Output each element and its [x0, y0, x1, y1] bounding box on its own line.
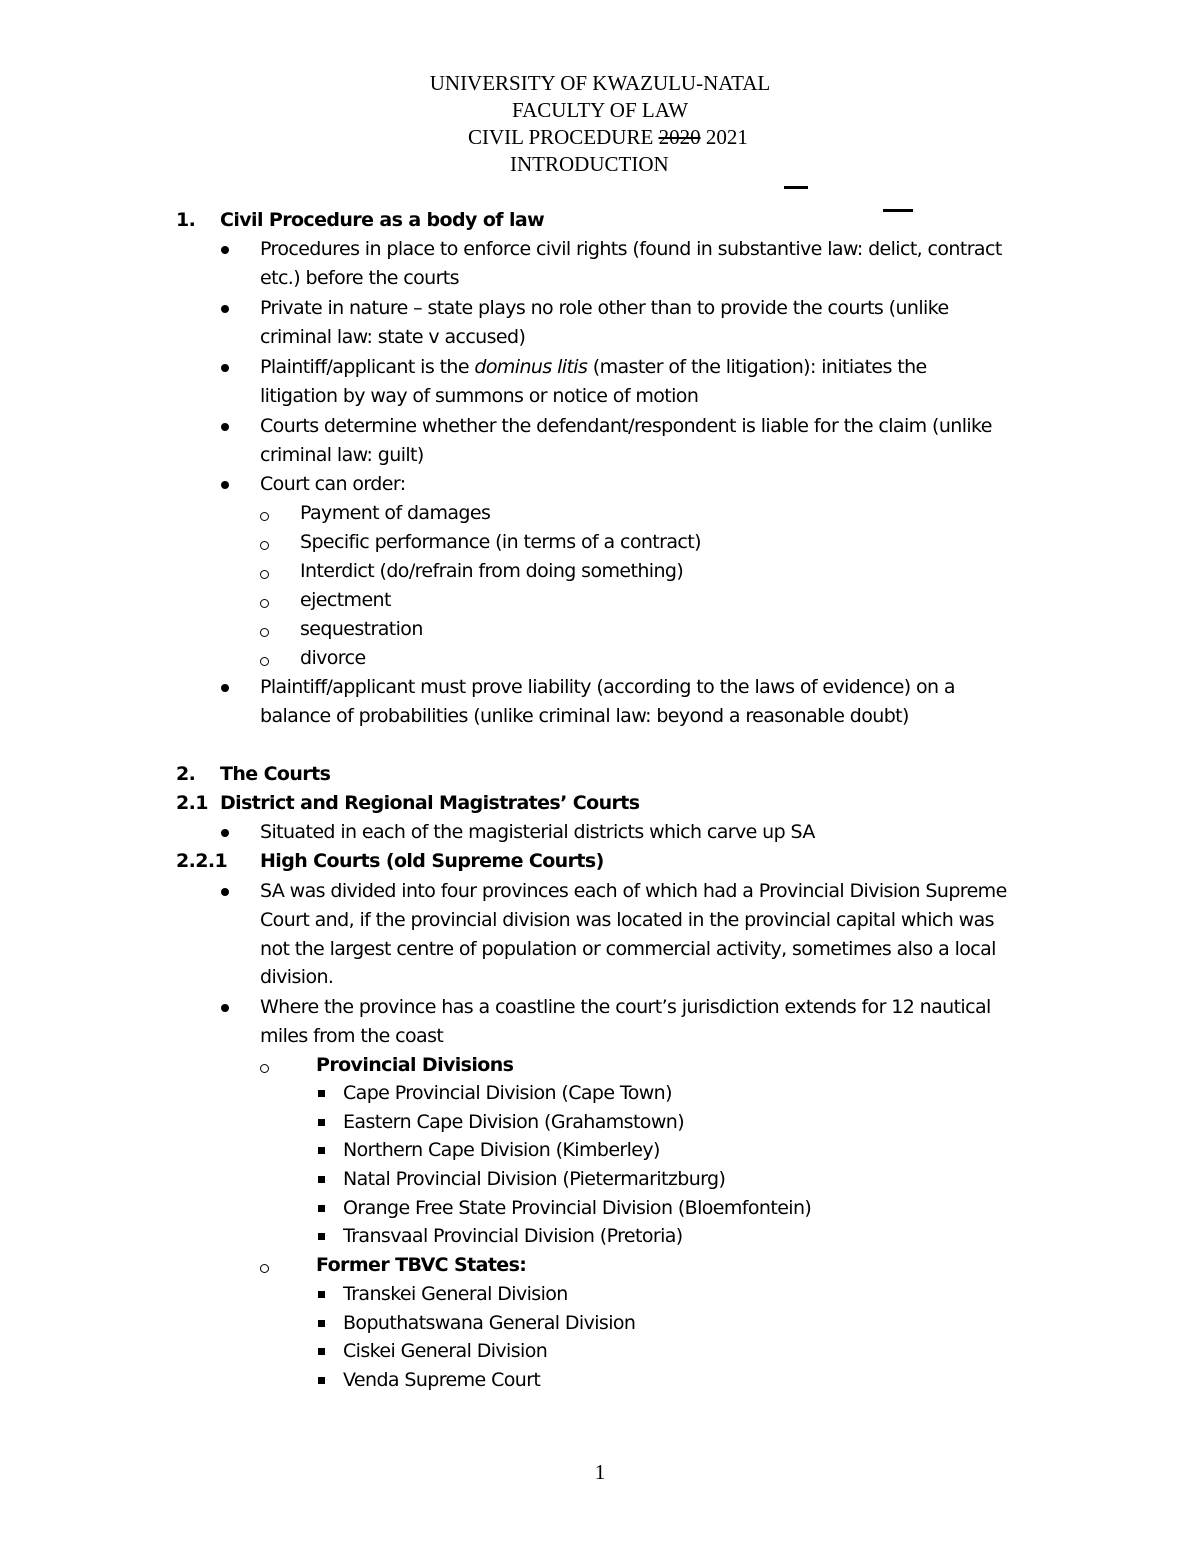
sub-sub-list-item: Transvaal Provincial Division (Pretoria)	[343, 1225, 683, 1247]
list-item-continued: balance of probabilities (unlike criminal law: beyond a reasonable doubt)	[260, 705, 909, 727]
square-bullet-icon	[318, 1119, 325, 1126]
subsection-heading: District and Regional Magistrates’ Courts	[220, 792, 640, 814]
bullet-icon	[221, 829, 229, 837]
university-name: UNIVERSITY OF KWAZULU-NATAL	[429, 71, 771, 95]
sub-sub-list-item: Northern Cape Division (Kimberley)	[343, 1139, 660, 1161]
sub-list-item: ejectment	[300, 589, 391, 611]
square-bullet-icon	[318, 1147, 325, 1154]
list-item: Courts determine whether the defendant/respondent is liable for the claim (unlike	[260, 415, 992, 437]
list-item: Plaintiff/applicant must prove liability (according to the laws of evidence) on a	[260, 676, 955, 698]
sub-sub-list-item: Venda Supreme Court	[343, 1369, 541, 1391]
circle-bullet-icon	[260, 599, 269, 608]
list-item: SA was divided into four provinces each of which had a Provincial Division Supreme	[260, 880, 1007, 902]
circle-bullet-icon	[260, 1264, 269, 1273]
section-heading: The Courts	[220, 763, 331, 785]
document-subtitle: INTRODUCTION	[510, 152, 669, 176]
list-item-continued: etc.) before the courts	[260, 267, 459, 289]
list-item: Procedures in place to enforce civil rights (found in substantive law: delict, contract	[260, 238, 1002, 260]
square-bullet-icon	[318, 1233, 325, 1240]
square-bullet-icon	[318, 1176, 325, 1183]
sub-list-heading: Provincial Divisions	[316, 1054, 514, 1076]
square-bullet-icon	[318, 1205, 325, 1212]
circle-bullet-icon	[260, 541, 269, 550]
sub-sub-list-item: Ciskei General Division	[343, 1340, 548, 1362]
list-item	[260, 353, 927, 382]
list-item-continued: not the largest centre of population or commercial activity, sometimes also a local	[260, 938, 996, 960]
square-bullet-icon	[318, 1320, 325, 1327]
subsection-number: 2.2.1	[176, 850, 228, 872]
list-item-continued: litigation by way of summons or notice of motion	[260, 385, 699, 407]
list-item-continued: criminal law: state v accused)	[260, 326, 526, 348]
list-item-continued: division.	[260, 966, 334, 988]
circle-bullet-icon	[260, 570, 269, 579]
bullet-icon	[221, 423, 229, 431]
section-heading: Civil Procedure as a body of law	[220, 209, 545, 231]
bullet-icon	[221, 481, 229, 489]
circle-bullet-icon	[260, 657, 269, 666]
sub-list-item: sequestration	[300, 618, 423, 640]
page-number: 1	[594, 1460, 606, 1484]
sub-sub-list-item: Boputhatswana General Division	[343, 1312, 636, 1334]
sub-sub-list-item: Natal Provincial Division (Pietermaritzburg)	[343, 1168, 726, 1190]
list-item: Court can order:	[260, 473, 406, 495]
list-item: Situated in each of the magisterial districts which carve up SA	[260, 821, 815, 843]
sub-list-item: Payment of damages	[300, 502, 491, 524]
section-number: 1.	[176, 209, 196, 231]
square-bullet-icon	[318, 1291, 325, 1298]
sub-list-item: Interdict (do/refrain from doing something)	[300, 560, 684, 582]
bullet-icon	[221, 364, 229, 372]
list-item: Where the province has a coastline the court’s jurisdiction extends for 12 nautical	[260, 996, 991, 1018]
subsection-heading: High Courts (old Supreme Courts)	[260, 850, 604, 872]
sub-list-heading: Former TBVC States:	[316, 1254, 527, 1276]
bullet-icon	[221, 1004, 229, 1012]
course-title	[468, 124, 748, 150]
sub-sub-list-item: Cape Provincial Division (Cape Town)	[343, 1082, 672, 1104]
circle-bullet-icon	[260, 1064, 269, 1073]
sub-sub-list-item: Transkei General Division	[343, 1283, 568, 1305]
circle-bullet-icon	[260, 512, 269, 521]
faculty-name: FACULTY OF LAW	[511, 98, 689, 122]
square-bullet-icon	[318, 1348, 325, 1355]
list-item-continued: criminal law: guilt)	[260, 444, 424, 466]
edit-mark	[784, 186, 808, 189]
list-item-continued: Court and, if the provincial division was located in the provincial capital which was	[260, 909, 994, 931]
bullet-icon	[221, 305, 229, 313]
sub-sub-list-item: Eastern Cape Division (Grahamstown)	[343, 1111, 685, 1133]
current-year: 2021	[705, 125, 748, 149]
sub-list-item: Specific performance (in terms of a contract)	[300, 531, 701, 553]
course-prefix: CIVIL PROCEDURE	[468, 125, 654, 149]
text-run: Plaintiff/applicant is the	[260, 356, 469, 378]
bullet-icon	[221, 888, 229, 896]
subsection-number: 2.1	[176, 792, 208, 814]
bullet-icon	[221, 246, 229, 254]
bullet-icon	[221, 684, 229, 692]
text-run: (master of the litigation): initiates the	[592, 356, 927, 378]
latin-term: dominus litis	[474, 356, 588, 378]
list-item-continued: miles from the coast	[260, 1025, 444, 1047]
edit-mark	[883, 209, 913, 212]
section-number: 2.	[176, 763, 196, 785]
list-item: Private in nature – state plays no role other than to provide the courts (unlike	[260, 297, 949, 319]
sub-list-item: divorce	[300, 647, 366, 669]
struck-year: 2020	[658, 125, 701, 149]
square-bullet-icon	[318, 1090, 325, 1097]
circle-bullet-icon	[260, 628, 269, 637]
square-bullet-icon	[318, 1377, 325, 1384]
sub-sub-list-item: Orange Free State Provincial Division (Bloemfontein)	[343, 1197, 812, 1219]
